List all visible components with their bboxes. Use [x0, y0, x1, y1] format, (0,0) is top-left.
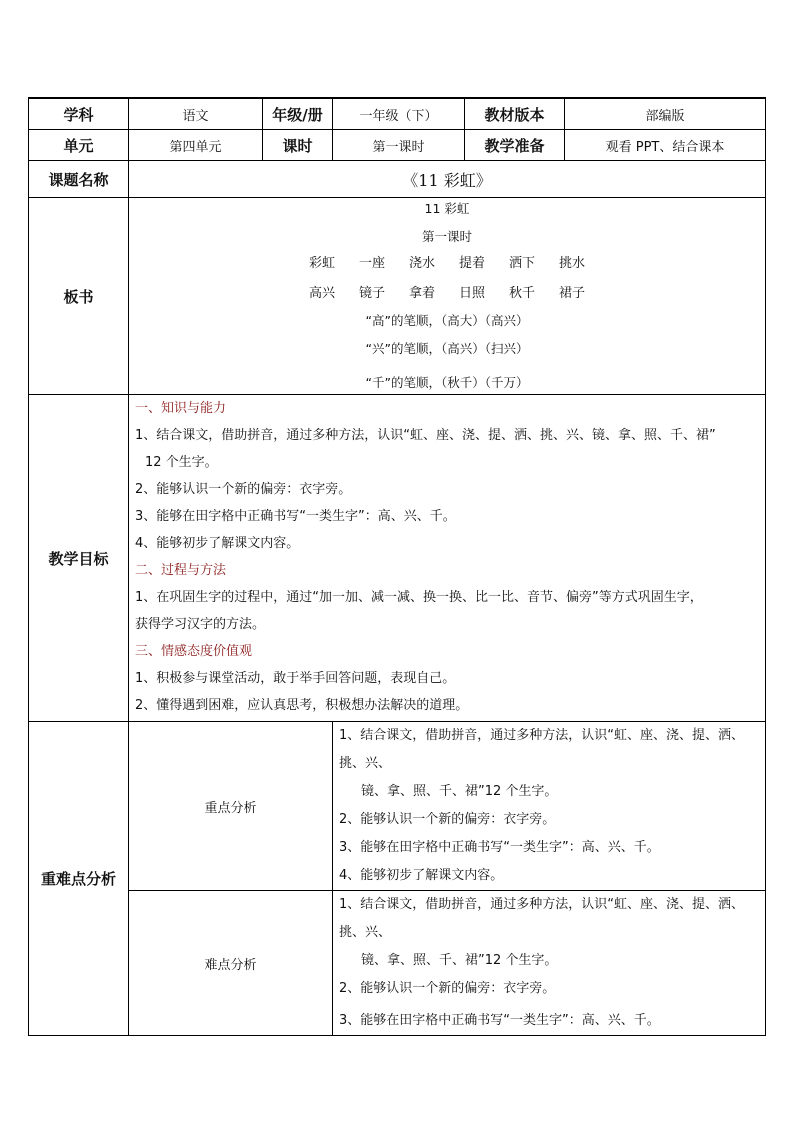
- key-analysis-row: [29, 722, 766, 891]
- board-word: 一座: [358, 256, 385, 271]
- board-word: 秋千: [509, 286, 536, 301]
- board-title: 11 彩虹: [424, 201, 470, 216]
- lesson-label: 课题名称: [29, 161, 129, 198]
- board-word: 彩虹: [308, 256, 335, 271]
- subject-value: 语文: [129, 98, 263, 130]
- analysis-label: 重难点分析: [29, 722, 129, 1036]
- prep-value: 观看 PPT、结合课本: [565, 130, 766, 161]
- key-analysis-item: 镜、拿、照、千、裙”12 个生字。: [361, 784, 558, 799]
- board-words-row-2: [129, 284, 765, 304]
- board-stroke-2: “兴”的笔顺，（高兴）（扫兴）: [365, 341, 529, 356]
- board-word: 挑水: [559, 256, 586, 271]
- key-analysis-item: 2、能够认识一个新的偏旁：衣字旁。: [339, 812, 556, 827]
- goals-item: 获得学习汉字的方法。: [135, 617, 266, 632]
- board-word: 提着: [459, 256, 486, 271]
- goals-item: 12 个生字。: [145, 455, 218, 470]
- board-period: 第一课时: [421, 229, 472, 244]
- period-value: 第一课时: [333, 130, 465, 161]
- board-stroke-3: “千”的笔顺，（秋千）（千万）: [365, 375, 529, 390]
- difficult-analysis-item: 2、能够认识一个新的偏旁：衣字旁。: [339, 981, 556, 996]
- goals-item: 2、懂得遇到困难，应认真思考，积极想办法解决的道理。: [135, 698, 469, 713]
- lesson-title: 《11 彩虹》: [129, 161, 766, 198]
- lesson-plan-table: [28, 97, 766, 1036]
- board-word: 高兴: [308, 286, 335, 301]
- key-analysis-label: 重点分析: [129, 722, 333, 891]
- header-row-1: [29, 98, 766, 130]
- goals-item: 1、结合课文，借助拼音，通过多种方法，认识“虹、座、浇、提、洒、挑、兴、镜、拿、照、千、裙”: [135, 428, 716, 443]
- goals-section-heading: 三、情感态度价值观: [135, 644, 253, 659]
- grade-value: 一年级（下）: [333, 98, 465, 130]
- period-label: 课时: [263, 130, 333, 161]
- subject-label: 学科: [29, 98, 129, 130]
- key-analysis-item: 3、能够在田字格中正确书写“一类生字”：高、兴、千。: [339, 840, 660, 855]
- edition-value: 部编版: [565, 98, 766, 130]
- difficult-analysis-item: 镜、拿、照、千、裙”12 个生字。: [361, 953, 558, 968]
- key-analysis-content: [333, 722, 766, 891]
- goals-item: 4、能够初步了解课文内容。: [135, 536, 300, 551]
- goals-item: 2、能够认识一个新的偏旁：衣字旁。: [135, 482, 352, 497]
- board-word: 拿着: [408, 286, 435, 301]
- lesson-title-row: [29, 161, 766, 198]
- key-analysis-item: 1、结合课文，借助拼音，通过多种方法，认识“虹、座、浇、提、洒、挑、兴、: [339, 728, 745, 771]
- goals-section-heading: 一、知识与能力: [135, 401, 227, 416]
- header-row-2: [29, 130, 766, 161]
- board-words-row-1: [129, 254, 765, 274]
- goals-row: [29, 395, 766, 722]
- grade-label: 年级/册: [263, 98, 333, 130]
- prep-label: 教学准备: [465, 130, 565, 161]
- goals-content: [129, 395, 766, 722]
- goals-label: 教学目标: [29, 395, 129, 722]
- board-word: 镜子: [358, 286, 385, 301]
- difficult-analysis-row: [29, 891, 766, 1036]
- difficult-analysis-label: 难点分析: [129, 891, 333, 1036]
- key-analysis-item: 4、能够初步了解课文内容。: [339, 868, 504, 883]
- board-word: 裙子: [559, 286, 586, 301]
- unit-value: 第四单元: [129, 130, 263, 161]
- goals-item: 1、在巩固生字的过程中，通过“加一加、减一减、换一换、比一比、音节、偏旁”等方式巩固生字，: [135, 590, 703, 605]
- board-word: 日照: [459, 286, 486, 301]
- difficult-analysis-item: 1、结合课文，借助拼音，通过多种方法，认识“虹、座、浇、提、洒、挑、兴、: [339, 897, 745, 940]
- edition-label: 教材版本: [465, 98, 565, 130]
- board-stroke-1: “高”的笔顺，（高大）（高兴）: [365, 313, 529, 328]
- difficult-analysis-content: [333, 891, 766, 1036]
- board-content: [129, 198, 766, 395]
- difficult-analysis-item: 3、能够在田字格中正确书写“一类生字”：高、兴、千。: [339, 1013, 660, 1028]
- goals-item: 1、积极参与课堂活动，敢于举手回答问题，表现自己。: [135, 671, 456, 686]
- goals-item: 3、能够在田字格中正确书写“一类生字”：高、兴、千。: [135, 509, 456, 524]
- lesson-plan-sheet: [28, 97, 765, 1036]
- board-word: 洒下: [509, 256, 536, 271]
- goals-section-heading: 二、过程与方法: [135, 563, 227, 578]
- board-word: 浇水: [408, 256, 435, 271]
- board-label: 板书: [29, 198, 129, 395]
- unit-label: 单元: [29, 130, 129, 161]
- board-row: [29, 198, 766, 395]
